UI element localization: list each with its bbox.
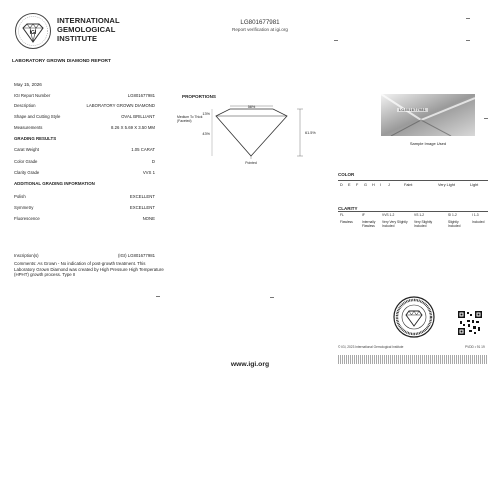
svg-text:IGI: IGI [29,30,37,36]
clarity-grade: VVS 1-2 [382,213,395,217]
register-mark [466,40,470,41]
grading-value: 1.05 CARAT [131,147,155,152]
detail-value: LABORATORY GROWN DIAMOND [86,103,155,108]
clarity-descriptor: Included [472,220,485,224]
color-descriptor: Faint [404,183,413,187]
grading-value: D [151,159,155,164]
additional-value: EXCELLENT [129,194,155,199]
sample-inscription: LG801677981 [399,108,427,112]
security-microprint-bar [338,355,488,364]
additional-value: (IGI) LG801677981 [117,253,155,258]
clarity-grade: VS 1-2 [414,213,425,217]
clarity-grade: SI 1-2 [448,213,457,217]
org-line-1: INTERNATIONAL [57,16,120,25]
clarity-descriptor: Very Slightly Included [414,220,433,228]
clarity-descriptor: Very Very Slightly Included [382,220,408,228]
register-mark [334,40,338,41]
clarity-descriptor: Flawless [340,220,353,224]
grading-row [14,159,155,164]
clarity-scale-title: CLARITY [338,206,358,211]
report-title: LABORATORY GROWN DIAMOND REPORT [12,59,111,64]
clarity-grade: IF [362,213,365,217]
verification-text: Report verification at igi.org [232,27,288,32]
clarity-scale-rule [338,211,488,212]
detail-row [14,125,155,130]
color-grade: H [372,183,375,187]
detail-row [14,103,155,108]
detail-label: Shape and Cutting Style [14,114,61,119]
additional-label: Fluorescence [14,216,40,221]
clarity-grade: FL [340,213,344,217]
register-mark [270,297,274,298]
detail-label: Description [14,103,36,108]
additional-value: EXCELLENT [129,205,155,210]
comments-text: Comments: As Grown - No indication of post-growth treatment. This Laboratory Grown Diamond was created by High Pressure High Temperature (HPHT) growth process. Type II [14,261,164,278]
total-depth-percent: 61.5% [305,131,316,135]
grading-value: VVS 1 [142,170,155,175]
color-grade: J [388,183,390,187]
grading-label: Carat Weight [14,147,39,152]
additional-value: NONE [142,216,155,221]
crown-percent: 13% [202,112,210,116]
additional-label: Inscription(s) [14,253,39,258]
color-grade: F [356,183,359,187]
detail-row [14,114,155,119]
igi-seal-icon [393,296,435,338]
additional-row [14,216,155,221]
detail-label: IGI Report Number [14,93,51,98]
footer-copyright: © IGI, 2023 International Gemological Institute [338,345,404,349]
additional-row [14,194,155,199]
additional-row [14,205,155,210]
grading-results-title: GRADING RESULTS [14,136,57,141]
register-mark [484,118,488,119]
color-scale-title: COLOR [338,172,355,177]
additional-row [14,253,155,258]
color-scale-rule [338,180,488,181]
clarity-grade: I 1-3 [472,213,479,217]
qr-code-icon[interactable] [458,311,482,335]
grading-label: Color Grade [14,159,38,164]
additional-info-title: ADDITIONAL GRADING INFORMATION [14,181,95,186]
detail-row [14,93,155,98]
detail-value: LG801677981 [127,93,155,98]
org-line-2: GEMOLOGICAL [57,25,116,35]
org-line-3: INSTITUTE [57,34,98,44]
report-date: May 15, 2026 [14,82,42,87]
color-scale [338,183,488,189]
culet-label: Pointed [245,161,257,165]
color-descriptor: Light [470,183,479,187]
grading-row [14,170,155,175]
color-grade: D [340,183,343,187]
additional-label: Symmetry [14,205,34,210]
website-link[interactable]: www.igi.org [230,361,270,368]
detail-value: 8.26 X 5.69 X 3.50 MM [111,125,155,130]
grading-row [14,147,155,152]
girdle-label: Medium To Thick (Faceted) [177,115,203,123]
clarity-descriptor: Internally Flawless [362,220,376,228]
grading-label: Clarity Grade [14,170,40,175]
header-report-number: LG801677981 [240,19,280,26]
sample-image-caption: Sample Image Used [409,141,447,146]
register-mark [466,18,470,19]
proportions-title: PROPORTIONS [182,94,216,99]
register-mark [156,296,160,297]
color-grade: G [364,183,367,187]
footer-code: PVDD • 91 19 [465,345,485,349]
clarity-descriptor: Slightly Included [448,220,461,228]
clarity-scale [338,213,488,233]
detail-value: OVAL BRILLIANT [121,114,155,119]
color-grade: E [348,183,351,187]
sample-image [381,94,475,136]
pavilion-percent: 43% [202,132,210,136]
organization-name [57,16,120,44]
color-grade: I [380,183,382,187]
additional-label: Polish [14,194,26,199]
table-percent: 58% [247,104,256,109]
detail-label: Measurements [14,125,43,130]
color-descriptor: Very Light [438,183,455,187]
igi-logo [14,12,52,50]
